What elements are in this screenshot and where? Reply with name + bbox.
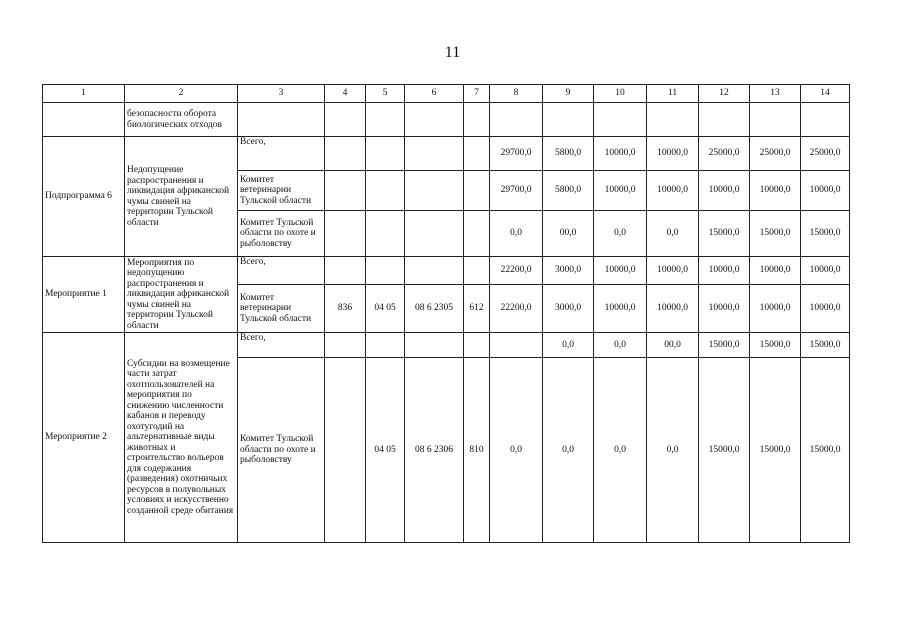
continuation-row: [43, 103, 850, 137]
value-cell: 5800,0: [543, 137, 594, 171]
executor-cell: Всего,: [238, 333, 325, 358]
value-cell: 10000,0: [750, 257, 801, 285]
label-cell: Подпрограмма 6: [43, 137, 125, 257]
code-cell-c4: 836: [325, 285, 366, 333]
code-cell-c7: 612: [464, 285, 490, 333]
value-cell: 3000,0: [543, 257, 594, 285]
value-cell: 0,0: [543, 358, 594, 543]
value-cell: 10000,0: [647, 285, 699, 333]
col-header: 7: [464, 85, 490, 103]
value-cell: 25000,0: [699, 137, 750, 171]
code-cell-c7: [464, 171, 490, 211]
executor-cell: Комитет ветеринарии Тульской области: [238, 285, 325, 333]
description-cell: безопасности оборота биологических отходов: [125, 103, 238, 137]
code-cell-c6: [405, 171, 464, 211]
code-cell-c5: 04 05: [366, 285, 405, 333]
col-header: 1: [43, 85, 125, 103]
code-cell-c7: [464, 137, 490, 171]
measure-row: [43, 257, 850, 285]
value-cell: 29700,0: [490, 171, 543, 211]
value-cell: 0,0: [543, 333, 594, 358]
value-cell: 15000,0: [699, 333, 750, 358]
code-cell-c4: [325, 358, 366, 543]
code-cell-c4: [325, 333, 366, 358]
value-cell: 15000,0: [750, 358, 801, 543]
value-cell: 10000,0: [594, 257, 647, 285]
value-cell: 3000,0: [543, 285, 594, 333]
code-cell-c6: [405, 257, 464, 285]
col-header: 8: [490, 85, 543, 103]
value-cell: 10000,0: [750, 171, 801, 211]
value-cell: 10000,0: [594, 285, 647, 333]
value-cell: 15000,0: [750, 333, 801, 358]
code-cell-c7: [464, 211, 490, 257]
value-cell: 15000,0: [750, 211, 801, 257]
budget-table: [42, 84, 850, 543]
header-row: [43, 85, 850, 103]
code-cell-c5: [366, 171, 405, 211]
value-cell: 10000,0: [699, 285, 750, 333]
code-cell-c6: [405, 137, 464, 171]
executor-cell: Всего,: [238, 137, 325, 171]
code-cell-c5: [366, 257, 405, 285]
value-cell: 10000,0: [647, 257, 699, 285]
value-cell: 15000,0: [801, 211, 850, 257]
code-cell-c7: [464, 333, 490, 358]
value-cell: 10000,0: [647, 137, 699, 171]
code-cell-c5: 04 05: [366, 358, 405, 543]
value-cell: 0,0: [594, 333, 647, 358]
value-cell: 5800,0: [543, 171, 594, 211]
code-cell-c4: [325, 171, 366, 211]
executor-cell: Комитет ветеринарии Тульской области: [238, 171, 325, 211]
executor-cell: Комитет Тульской области по охоте и рыболовству: [238, 358, 325, 543]
value-cell: 0,0: [647, 358, 699, 543]
value-cell: 0,0: [594, 211, 647, 257]
value-cell: 00,0: [543, 211, 594, 257]
col-header: 9: [543, 85, 594, 103]
code-cell-c5: [366, 137, 405, 171]
value-cell: 25000,0: [750, 137, 801, 171]
label-cell: Мероприятие 2: [43, 333, 125, 543]
value-cell: 10000,0: [647, 171, 699, 211]
value-cell: 25000,0: [801, 137, 850, 171]
code-cell-c4: [325, 257, 366, 285]
code-cell-c6: 08 6 2305: [405, 285, 464, 333]
col-header: 3: [238, 85, 325, 103]
col-header: 13: [750, 85, 801, 103]
executor-cell: Всего,: [238, 257, 325, 285]
value-cell: 15000,0: [699, 358, 750, 543]
code-cell-c5: [366, 333, 405, 358]
value-cell: 10000,0: [801, 285, 850, 333]
col-header: 14: [801, 85, 850, 103]
measure-row: [43, 333, 850, 358]
value-cell: 0,0: [490, 358, 543, 543]
code-cell-c6: [405, 211, 464, 257]
value-cell: 10000,0: [750, 285, 801, 333]
executor-cell: Комитет Тульской области по охоте и рыболовству: [238, 211, 325, 257]
value-cell: 15000,0: [699, 211, 750, 257]
col-header: 10: [594, 85, 647, 103]
value-cell: 10000,0: [699, 257, 750, 285]
value-cell: 29700,0: [490, 137, 543, 171]
value-cell: 10000,0: [594, 171, 647, 211]
label-cell: [43, 103, 125, 137]
value-cell: 10000,0: [594, 137, 647, 171]
value-cell: 15000,0: [801, 358, 850, 543]
value-cell: 22200,0: [490, 257, 543, 285]
value-cell: [490, 333, 543, 358]
value-cell: 0,0: [647, 211, 699, 257]
code-cell-c7: 810: [464, 358, 490, 543]
value-cell: 10000,0: [801, 257, 850, 285]
description-cell: Субсидии на возмещение части затрат охотпользователей на мероприятия по снижению численности кабанов и переводу охотугодий на альтернативные виды животных и строительство вольеров для содержания (разведения) охотничьих ресурсов в полувольных условиях и искусственно созданной среде обитания: [125, 333, 238, 543]
code-cell-c7: [464, 257, 490, 285]
col-header: 4: [325, 85, 366, 103]
value-cell: 10000,0: [699, 171, 750, 211]
col-header: 2: [125, 85, 238, 103]
col-header: 12: [699, 85, 750, 103]
label-cell: Мероприятие 1: [43, 257, 125, 333]
code-cell-c4: [325, 137, 366, 171]
col-header: 11: [647, 85, 699, 103]
value-cell: 15000,0: [801, 333, 850, 358]
code-cell-c5: [366, 211, 405, 257]
description-cell: Мероприятия по недопущению распространения и ликвидация африканской чумы свиней на территории Тульской области: [125, 257, 238, 333]
value-cell: 0,0: [594, 358, 647, 543]
value-cell: 10000,0: [801, 171, 850, 211]
value-cell: 22200,0: [490, 285, 543, 333]
description-cell: Недопущение распространения и ликвидация африканской чумы свиней на территории Тульской области: [125, 137, 238, 257]
code-cell-c4: [325, 211, 366, 257]
col-header: 6: [405, 85, 464, 103]
col-header: 5: [366, 85, 405, 103]
code-cell-c6: [405, 333, 464, 358]
code-cell-c6: 08 6 2306: [405, 358, 464, 543]
page-number: 11: [444, 44, 461, 61]
value-cell: 00,0: [647, 333, 699, 358]
value-cell: 0,0: [490, 211, 543, 257]
subprogram-row: [43, 137, 850, 171]
